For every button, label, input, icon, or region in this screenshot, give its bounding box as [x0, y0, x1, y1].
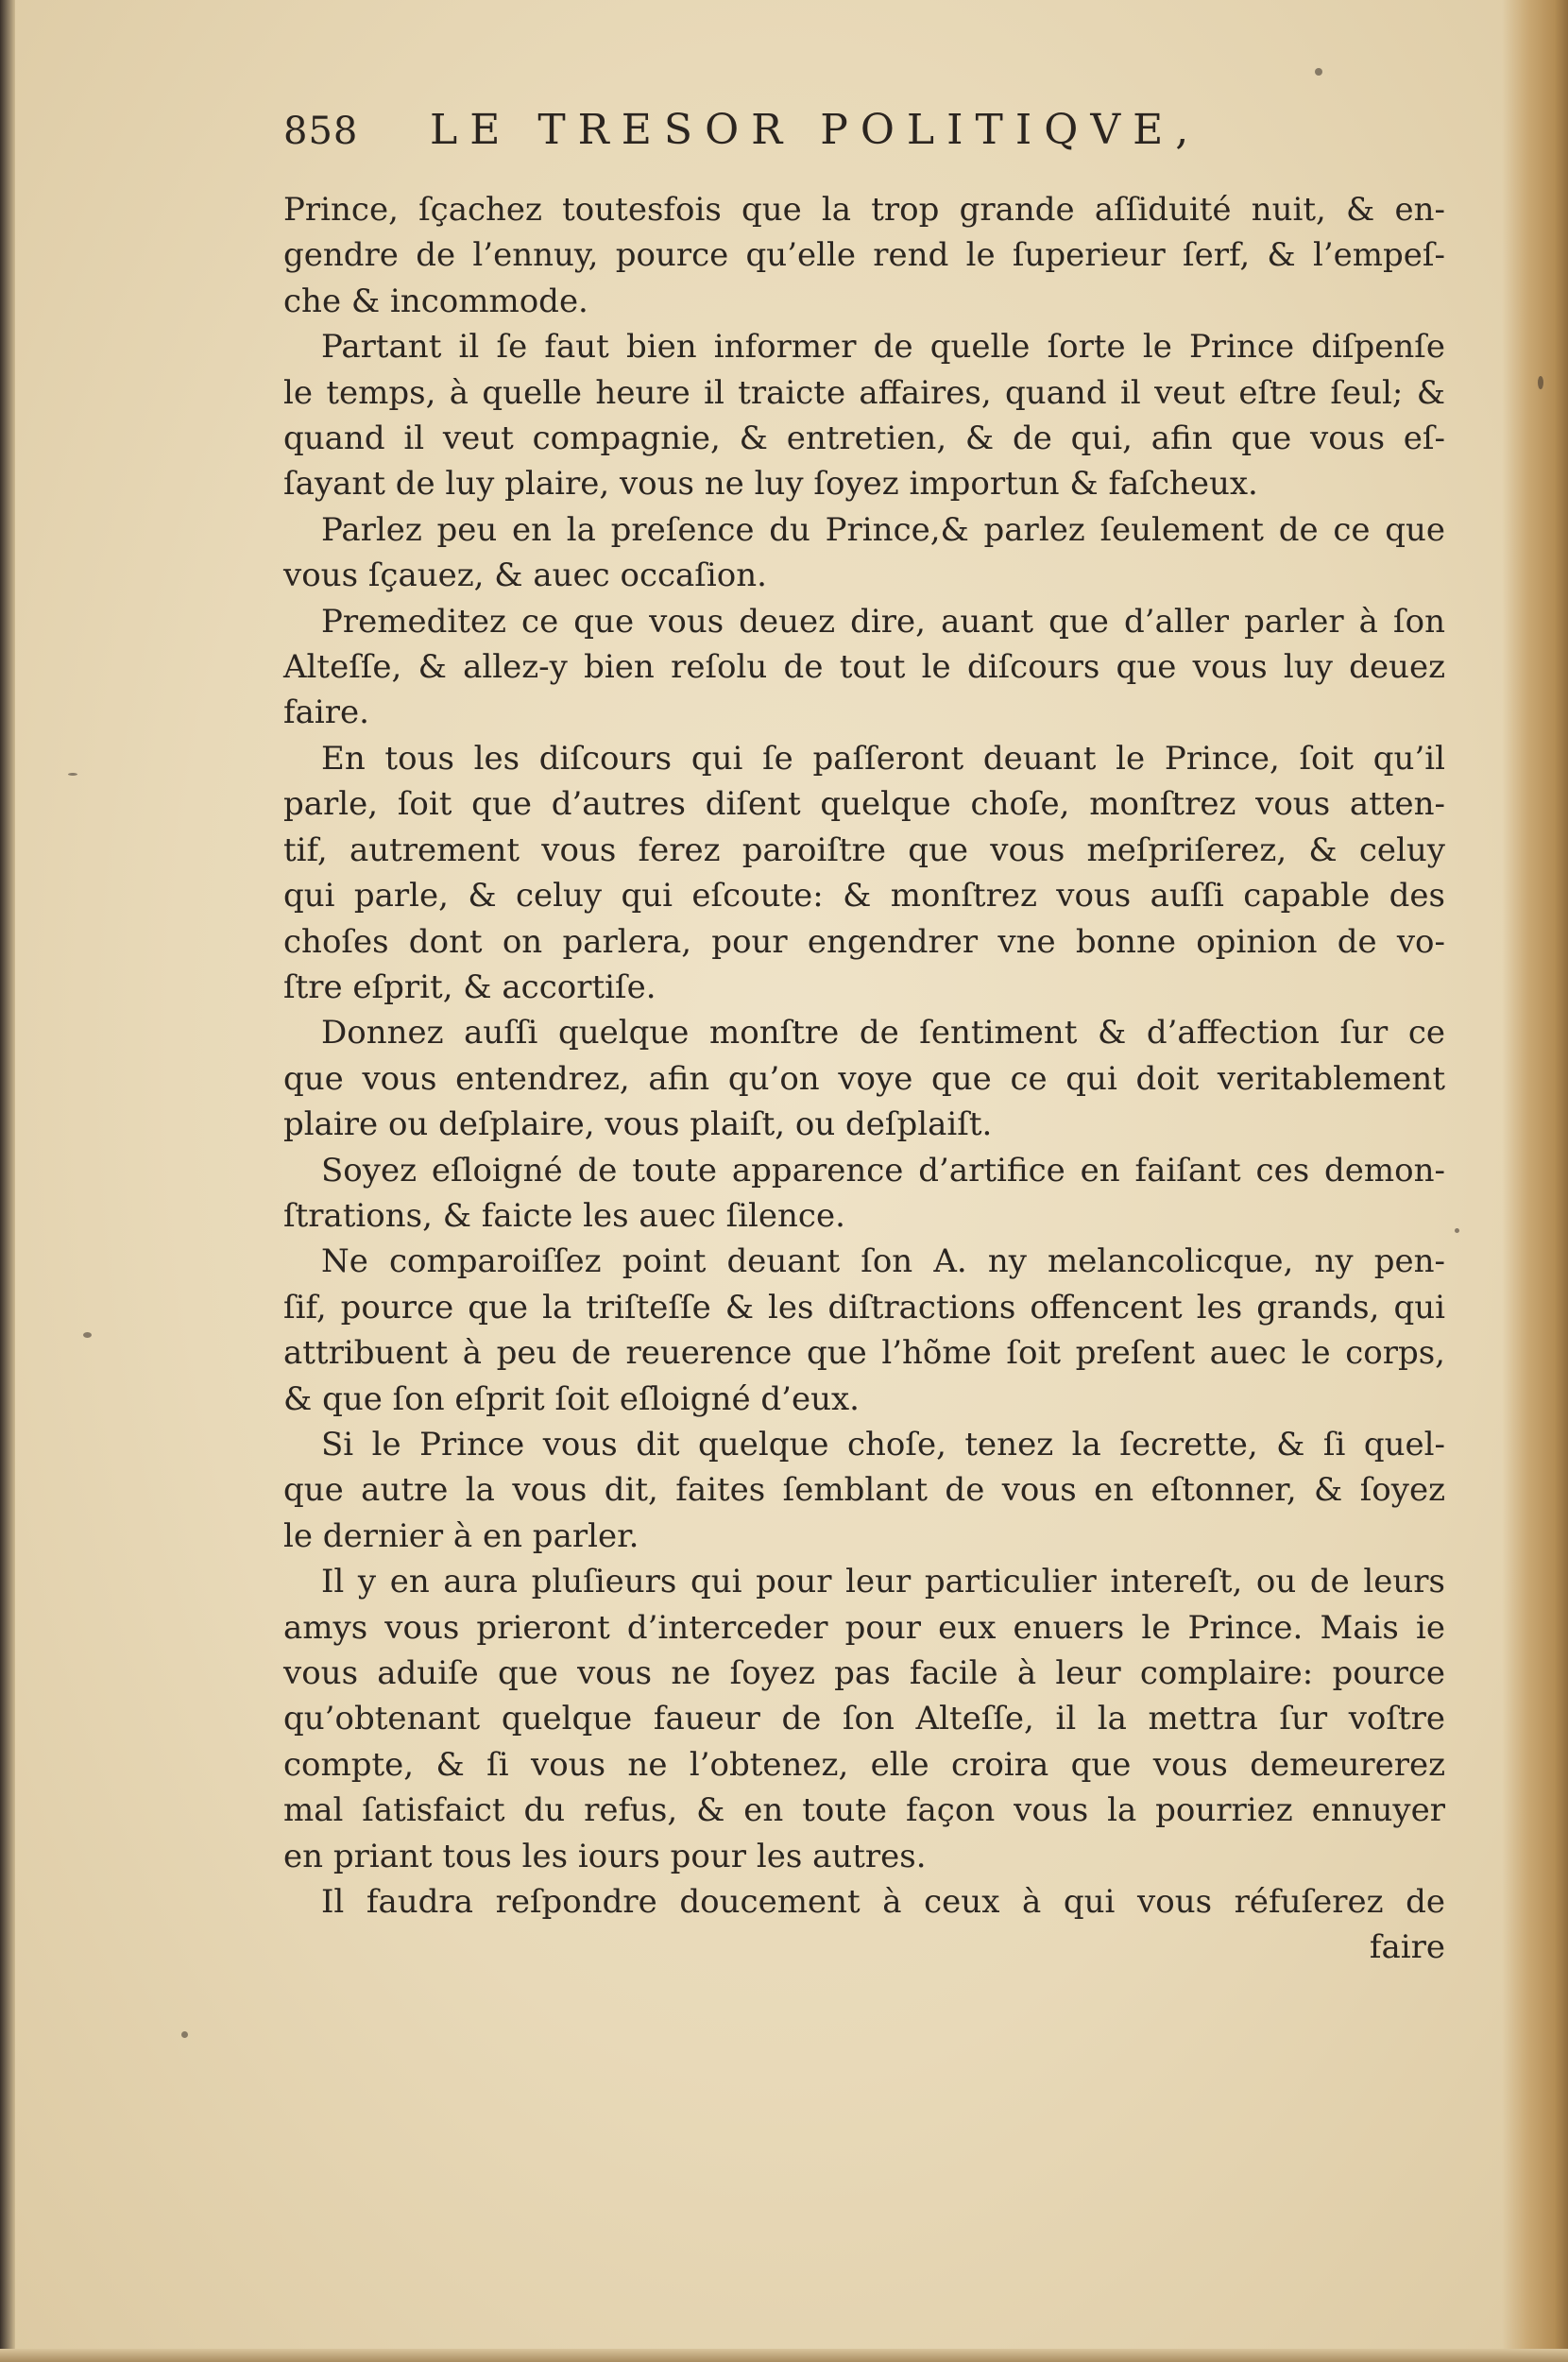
text-line: faire.: [283, 693, 369, 732]
text-line: ſtrations, & faicte les auec ſilence.: [283, 1196, 845, 1235]
text-line: parle, ſoit que d’autres diſent quelque choſe, monſtrez vous atten-: [283, 785, 1445, 824]
body-text: [283, 187, 1474, 1971]
text-line: attribuent à peu de reuerence que l’hõme ſoit preſent auec le corps,: [283, 1334, 1445, 1373]
page-bottom-edge: [0, 2349, 1568, 2362]
text-line: Il y en aura pluſieurs qui pour leur particulier intereſt, ou de leurs: [321, 1563, 1445, 1601]
text-line: plaire ou deſplaire, vous plaiſt, ou deſplaiſt.: [283, 1105, 993, 1144]
text-line: En tous les diſcours qui ſe paſſeront deuant le Prince, ſoit qu’il: [321, 739, 1445, 778]
text-line: choſes dont on parlera, pour engendrer vne bonne opinion de vo-: [283, 922, 1445, 961]
text-line: Parlez peu en la preſence du Prince,& parlez ſeulement de ce que: [321, 510, 1445, 549]
text-line: Donnez auſſi quelque monſtre de ſentiment & d’affection ſur ce: [321, 1014, 1445, 1053]
text-line: le temps, à quelle heure il traicte affaires, quand il veut eſtre ſeul; &: [283, 373, 1445, 412]
text-line: & que ſon eſprit ſoit eſloigné d’eux.: [283, 1379, 860, 1418]
text-line: Alteſſe, & allez-y bien reſolu de tout le diſcours que vous luy deuez: [283, 648, 1445, 687]
text-line: vous aduiſe que vous ne ſoyez pas facile à leur complaire: pource: [283, 1654, 1445, 1692]
text-line: Ne comparoiſſez point deuant ſon A. ny melancolicque, ny pen-: [321, 1242, 1445, 1281]
page-right-edge: [1502, 0, 1568, 2362]
text-line: Prince, ſçachez toutesfois que la trop grande aſſiduité nuit, & en-: [283, 191, 1445, 229]
text-line: que vous entendrez, afin qu’on voye que ce qui doit veritablement: [283, 1059, 1445, 1098]
text-line: ſayant de luy plaire, vous ne luy ſoyez importun & faſcheux.: [283, 465, 1258, 504]
text-line: que autre la vous dit, faites ſemblant de vous en eſtonner, & ſoyez: [283, 1471, 1445, 1510]
text-line: che & incommode.: [283, 282, 588, 320]
text-line: Il faudra reſpondre doucement à ceux à qui vous réfuſerez de: [321, 1883, 1445, 1922]
text-line: vous ſçauez, & auec occaſion.: [283, 556, 767, 595]
running-title: LE TRESOR POLITIQVE,: [430, 106, 1202, 154]
text-line: Si le Prince vous dit quelque choſe, tenez la ſecrette, & ſi quel-: [321, 1425, 1445, 1463]
text-line: compte, & ſi vous ne l’obtenez, elle croira que vous demeurerez: [283, 1745, 1445, 1784]
folio-number: 858: [283, 110, 359, 153]
book-page: [283, 106, 1474, 1971]
text-line: le dernier à en parler.: [283, 1516, 639, 1555]
catchword: faire: [1369, 1928, 1445, 1967]
text-line: ſtre eſprit, & accortiſe.: [283, 967, 656, 1006]
page-left-edge: [0, 0, 15, 2362]
text-line: Premeditez ce que vous deuez dire, auant que d’aller parler à ſon: [321, 602, 1445, 641]
text-line: gendre de l’ennuy, pource qu’elle rend le ſuperieur ſerf, & l’empeſ-: [283, 236, 1445, 275]
text-line: qu’obtenant quelque faueur de ſon Alteſſe, il la mettra ſur voſtre: [283, 1700, 1445, 1738]
text-line: quand il veut compagnie, & entretien, & de qui, afin que vous eſ-: [283, 419, 1445, 458]
text-line: Partant il ſe faut bien informer de quelle ſorte le Prince diſpenſe: [321, 328, 1445, 367]
text-line: en priant tous les iours pour les autres.: [283, 1837, 927, 1875]
text-line: qui parle, & celuy qui eſcoute: & monſtrez vous auſſi capable des: [283, 877, 1445, 916]
text-line: ſif, pource que la triſteſſe & les diſtractions offencent les grands, qui: [283, 1288, 1445, 1326]
text-line: mal ſatisfaict du refus, & en toute façon vous la pourriez ennuyer: [283, 1791, 1445, 1830]
text-line: Soyez eſloigné de toute apparence d’artifice en faiſant ces demon-: [321, 1151, 1445, 1190]
text-line: tif, autrement vous ferez paroiſtre que vous meſpriſerez, & celuy: [283, 830, 1445, 869]
text-line: amys vous prieront d’interceder pour eux enuers le Prince. Mais ie: [283, 1608, 1445, 1647]
page-header: [283, 106, 1474, 172]
